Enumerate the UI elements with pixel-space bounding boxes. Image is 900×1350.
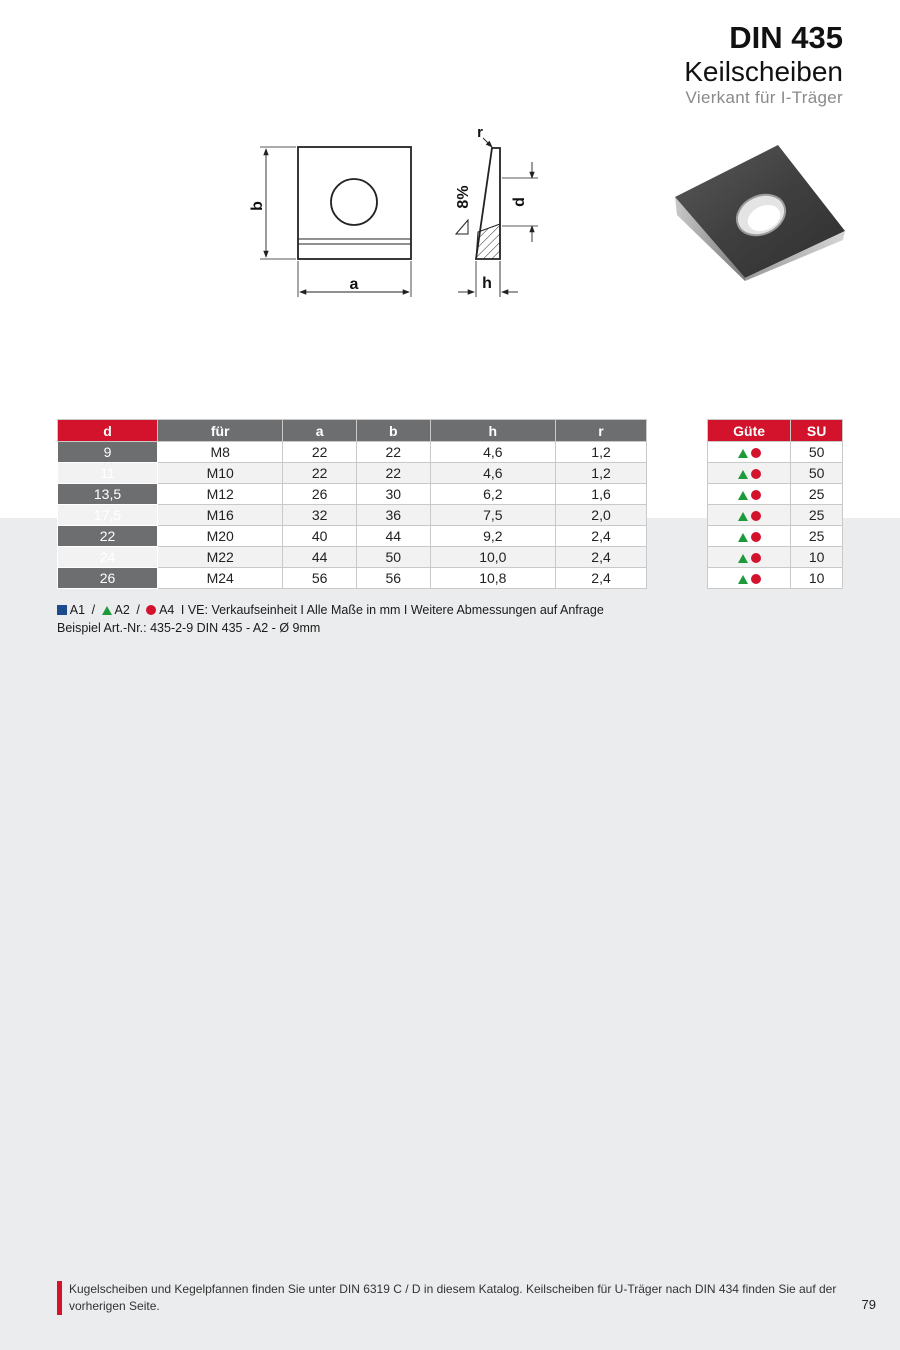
slope-label: 8%	[455, 185, 472, 209]
a4-dot-icon	[751, 490, 761, 500]
dim-label-h: h	[482, 275, 492, 292]
a4-dot-icon	[751, 511, 761, 521]
cell-fuer: M24	[158, 568, 283, 589]
cell-h: 9,2	[430, 526, 555, 547]
cell-r: 2,4	[556, 526, 647, 547]
cell-h: 4,6	[430, 463, 555, 484]
legend-a1-label: A1	[69, 603, 86, 617]
cell-d: 24	[58, 547, 158, 568]
cell-b: 22	[356, 442, 430, 463]
column-header-h: h	[430, 420, 555, 442]
legend-note: I VE: Verkaufseinheit I Alle Maße in mm I Weitere Abmessungen auf Anfrage	[180, 603, 604, 617]
a2-triangle-icon	[738, 491, 748, 500]
cell-su: 25	[791, 484, 843, 505]
cell-guete	[708, 442, 791, 463]
cell-h: 4,6	[430, 442, 555, 463]
legend-example: Beispiel Art.-Nr.: 435-2-9 DIN 435 - A2 - Ø 9mm	[57, 621, 321, 635]
cell-fuer: M20	[158, 526, 283, 547]
cell-fuer: M8	[158, 442, 283, 463]
column-header-d: d	[58, 420, 158, 442]
cell-d: 17,5	[58, 505, 158, 526]
cell-a: 22	[283, 442, 357, 463]
table-row	[708, 484, 843, 505]
cell-guete	[708, 463, 791, 484]
legend-a4-label: A4	[159, 603, 175, 617]
product-photo	[665, 135, 850, 285]
table-row	[708, 463, 843, 484]
table-row	[708, 505, 843, 526]
cell-b: 50	[356, 547, 430, 568]
a2-triangle-icon	[738, 554, 748, 563]
cell-d: 22	[58, 526, 158, 547]
cell-r: 2,4	[556, 547, 647, 568]
cell-b: 22	[356, 463, 430, 484]
table-row	[708, 568, 843, 589]
cell-a: 40	[283, 526, 357, 547]
cell-h: 10,8	[430, 568, 555, 589]
cell-fuer: M22	[158, 547, 283, 568]
cell-guete	[708, 568, 791, 589]
cell-d: 26	[58, 568, 158, 589]
spec-table	[57, 419, 647, 589]
page-subtitle: Keilscheiben	[684, 56, 843, 87]
a1-square-icon	[57, 605, 67, 615]
a2-triangle-icon	[738, 533, 748, 542]
legend-separator: /	[91, 603, 96, 617]
legend	[57, 601, 604, 637]
cell-a: 44	[283, 547, 357, 568]
table-row	[708, 547, 843, 568]
cell-b: 56	[356, 568, 430, 589]
a4-dot-icon	[751, 448, 761, 458]
cell-a: 26	[283, 484, 357, 505]
dim-label-b: b	[249, 201, 266, 211]
table-row	[58, 442, 647, 463]
a4-dot-icon	[751, 532, 761, 542]
cell-b: 36	[356, 505, 430, 526]
table-row	[58, 505, 647, 526]
cell-su: 25	[791, 505, 843, 526]
cell-su: 25	[791, 526, 843, 547]
quality-table-header	[708, 420, 843, 442]
table-row	[708, 442, 843, 463]
cell-b: 30	[356, 484, 430, 505]
cell-fuer: M12	[158, 484, 283, 505]
column-header-r: r	[556, 420, 647, 442]
technical-drawing	[240, 120, 540, 305]
table-row	[58, 463, 647, 484]
front-view	[260, 147, 411, 297]
cell-r: 2,0	[556, 505, 647, 526]
a4-dot-icon	[751, 553, 761, 563]
cell-d: 13,5	[58, 484, 158, 505]
cell-r: 1,6	[556, 484, 647, 505]
a2-triangle-icon	[738, 575, 748, 584]
page-description: Vierkant für I-Träger	[685, 88, 843, 107]
column-header-fuer: für	[158, 420, 283, 442]
quality-table	[707, 419, 843, 589]
cell-guete	[708, 484, 791, 505]
column-header-b: b	[356, 420, 430, 442]
cell-r: 1,2	[556, 442, 647, 463]
cell-su: 10	[791, 547, 843, 568]
cell-a: 32	[283, 505, 357, 526]
cell-fuer: M10	[158, 463, 283, 484]
side-view	[456, 138, 538, 297]
cell-su: 50	[791, 463, 843, 484]
cell-r: 2,4	[556, 568, 647, 589]
a4-dot-icon	[751, 574, 761, 584]
cell-h: 6,2	[430, 484, 555, 505]
column-header-su: SU	[791, 420, 843, 442]
legend-separator: /	[136, 603, 140, 617]
table-row	[58, 526, 647, 547]
cell-su: 10	[791, 568, 843, 589]
table-row	[58, 568, 647, 589]
dim-label-r: r	[477, 124, 483, 141]
cell-guete	[708, 505, 791, 526]
a4-dot-icon	[146, 605, 156, 615]
table-row	[58, 547, 647, 568]
a2-triangle-icon	[738, 470, 748, 479]
page-header	[684, 20, 843, 108]
page-title: DIN 435	[729, 20, 843, 55]
column-header-a: a	[283, 420, 357, 442]
a2-triangle-icon	[738, 449, 748, 458]
cell-su: 50	[791, 442, 843, 463]
a2-triangle-icon	[738, 512, 748, 521]
cell-fuer: M16	[158, 505, 283, 526]
cell-guete	[708, 526, 791, 547]
cell-d: 11	[58, 463, 158, 484]
page-number: 79	[861, 1297, 876, 1312]
dim-label-d: d	[511, 197, 528, 207]
a4-dot-icon	[751, 469, 761, 479]
table-row	[708, 526, 843, 547]
dim-label-a: a	[349, 276, 359, 293]
cell-a: 56	[283, 568, 357, 589]
footer-note: Kugelscheiben und Kegelpfannen finden Sie unter DIN 6319 C / D in diesem Katalog. Keilscheiben für U-Träger nach DIN 434 finden Sie auf der vorherigen Seite.	[57, 1281, 839, 1315]
cell-h: 7,5	[430, 505, 555, 526]
cell-d: 9	[58, 442, 158, 463]
a2-triangle-icon	[102, 606, 112, 615]
cell-b: 44	[356, 526, 430, 547]
cell-r: 1,2	[556, 463, 647, 484]
spec-table-header	[58, 420, 647, 442]
page-background-band	[0, 518, 900, 1350]
cell-h: 10,0	[430, 547, 555, 568]
legend-line-materials	[57, 601, 604, 619]
column-header-guete: Güte	[708, 420, 791, 442]
legend-a2-label: A2	[114, 603, 130, 617]
cell-guete	[708, 547, 791, 568]
cell-a: 22	[283, 463, 357, 484]
table-row	[58, 484, 647, 505]
